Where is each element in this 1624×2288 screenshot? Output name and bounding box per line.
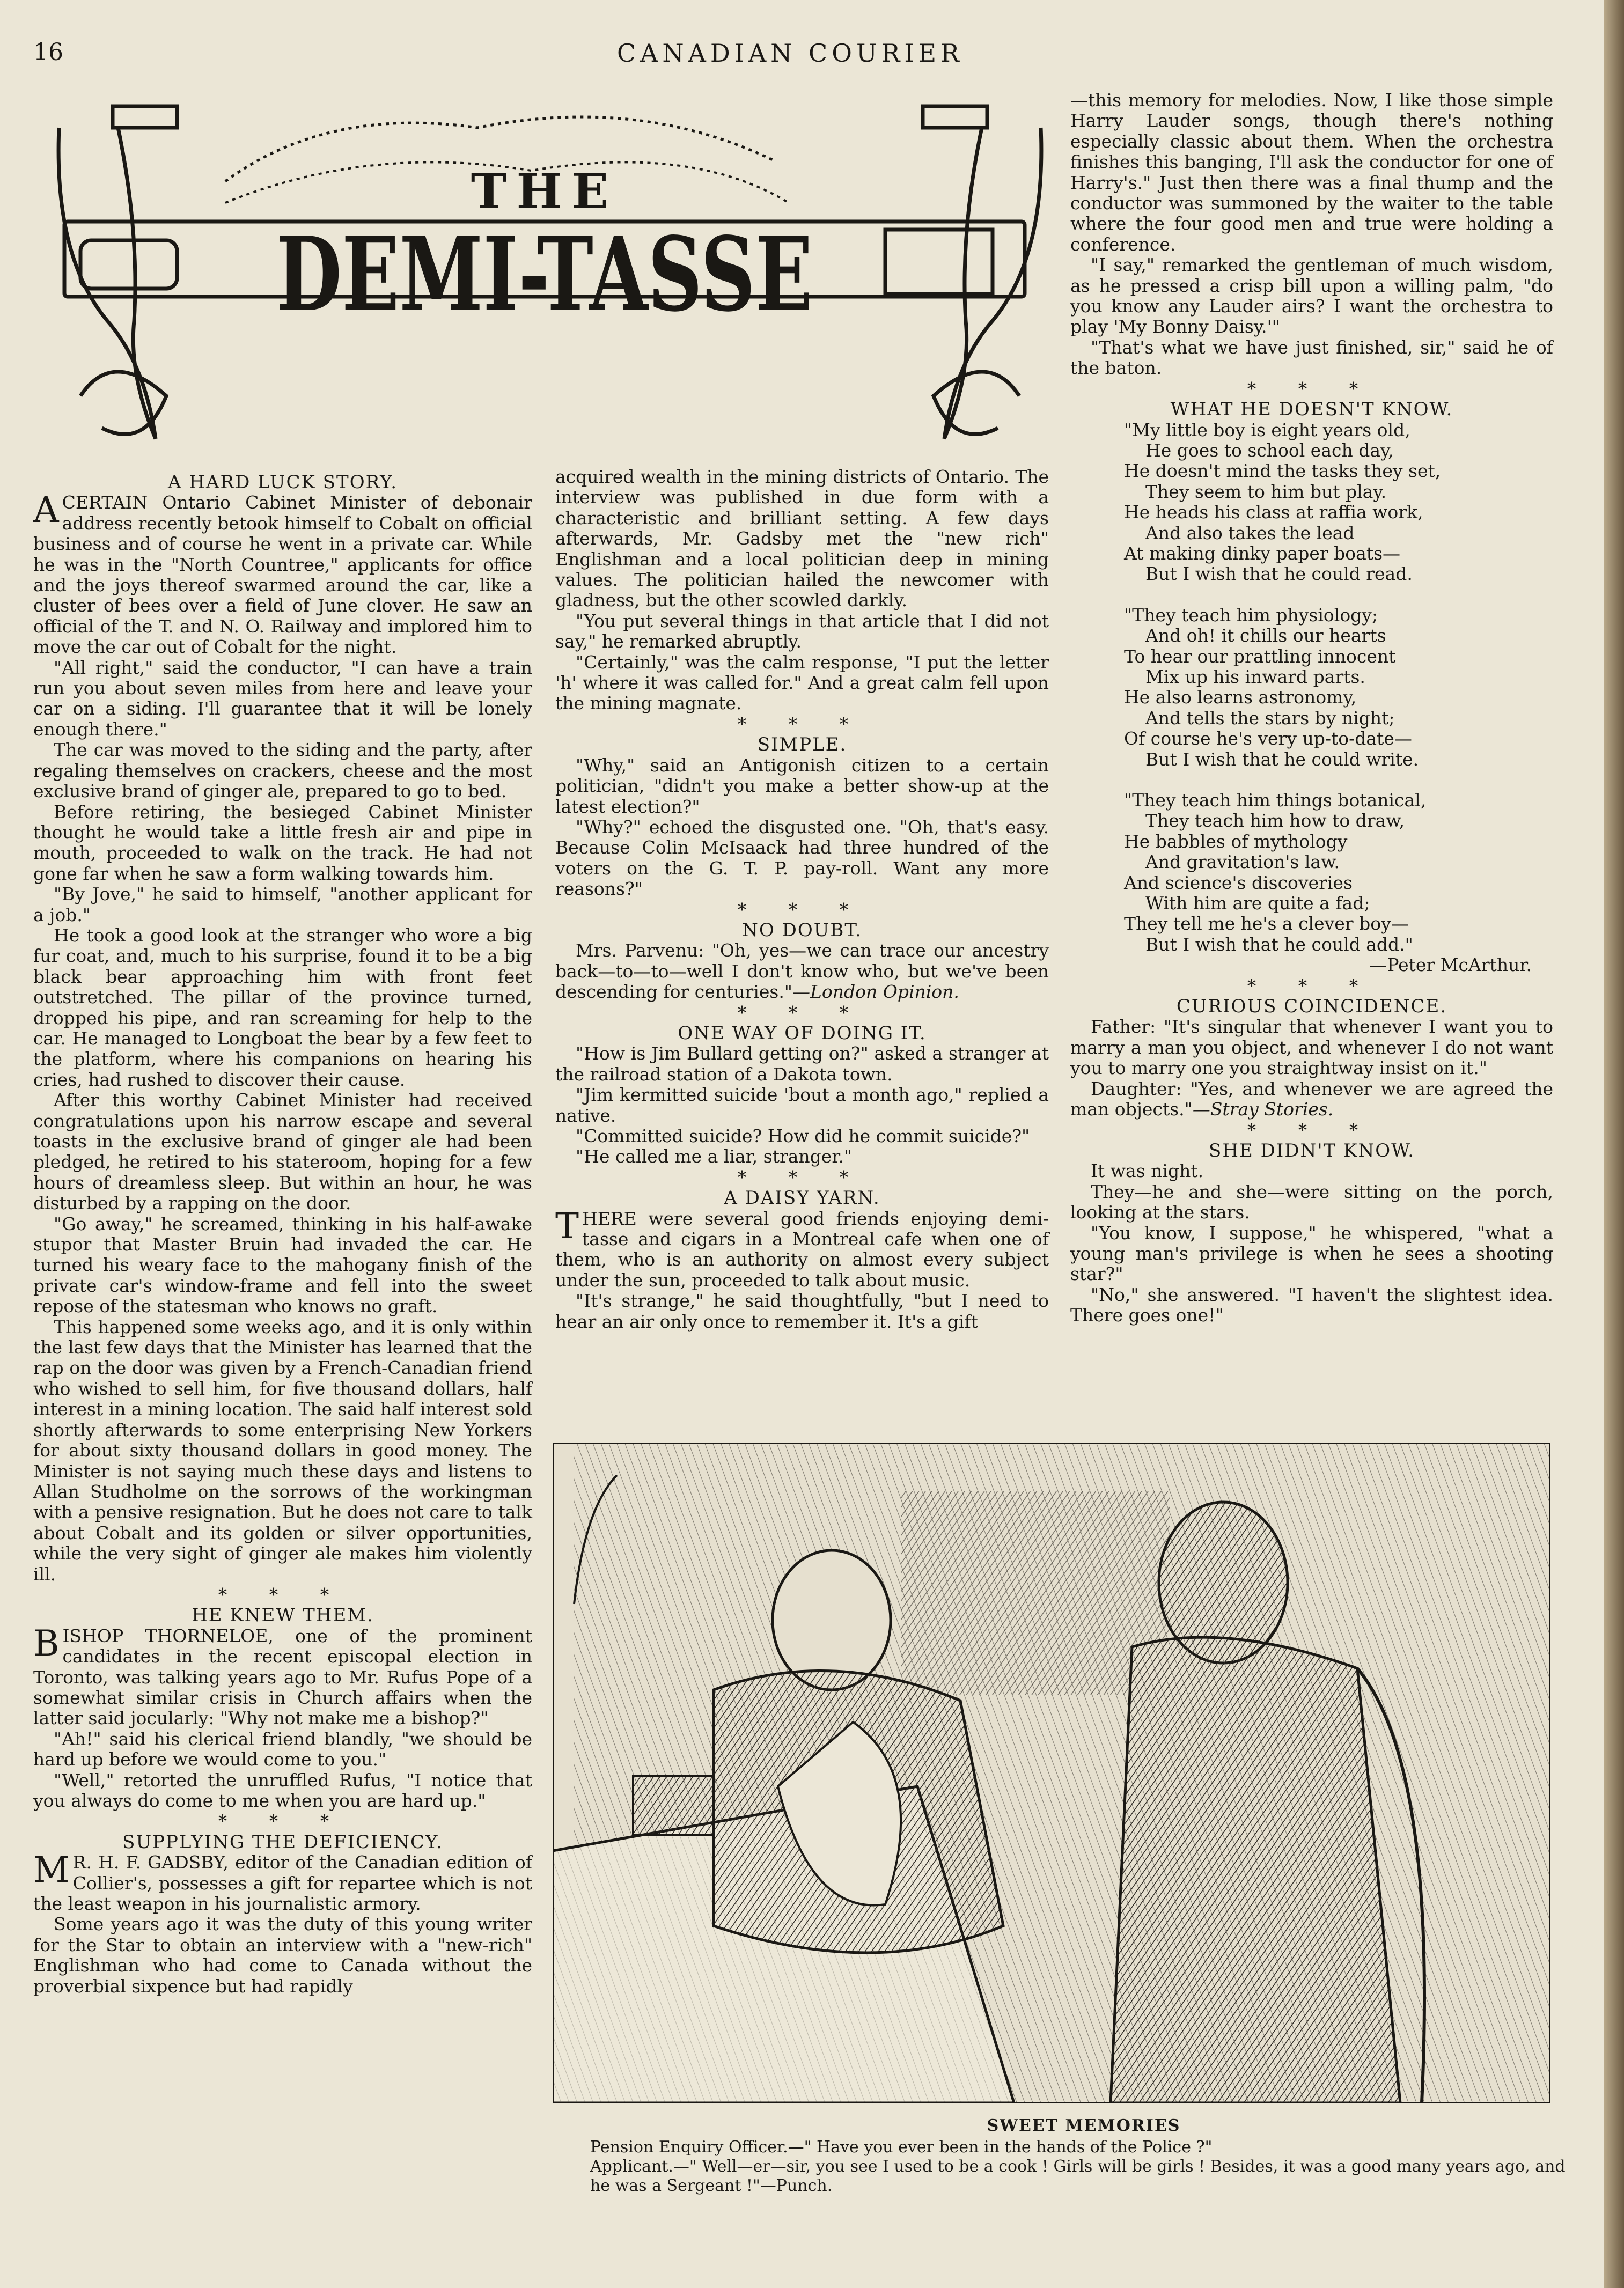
separator: * * * bbox=[1247, 1119, 1377, 1141]
poem-line: They seem to him but play. bbox=[1145, 481, 1387, 502]
poem-line: And science's discoveries bbox=[1124, 872, 1353, 893]
caption-line: Pension Enquiry Officer.—" Have you ever been in the hands of the Police ?" bbox=[590, 2138, 1213, 2157]
separator: * * * bbox=[218, 1584, 348, 1605]
poem-line: And oh! it chills our hearts bbox=[1145, 625, 1386, 646]
separator: * * * bbox=[1247, 975, 1377, 996]
separator: * * * bbox=[218, 1811, 348, 1832]
poem-line: And also takes the lead bbox=[1145, 522, 1355, 543]
paragraph: Before retiring, the besieged Cabinet Minister thought he would take a little fresh air and pipe in mouth, proceeded to walk on the track. He had not gone far when he saw a form walking towards him. bbox=[33, 801, 532, 884]
poem-line: "They teach him things botanical, bbox=[1124, 790, 1427, 811]
poem-line: He also learns astronomy, bbox=[1124, 687, 1357, 708]
paragraph: "I say," remarked the gentleman of much wisdom, as he pressed a crisp bill upon a willing palm, "do you know any Lauder airs? I want the orchestra to play 'My Bonny Daisy.'" bbox=[1070, 254, 1553, 337]
paragraph: After this worthy Cabinet Minister had received congratulations upon his narrow escape and several toasts in the exclusive brand of ginger ale had been pledged, he retired to his stateroom, hoping for a few hours of dreamless sleep. But within an hour, he was disturbed by a rapping on the door. bbox=[33, 1090, 532, 1214]
paragraph: "That's what we have just finished, sir," said he of the baton. bbox=[1070, 336, 1553, 379]
page-number: 16 bbox=[33, 39, 63, 66]
poem bbox=[1070, 420, 1553, 955]
drop-cap: M bbox=[33, 1849, 70, 1891]
masthead-the: THE bbox=[471, 163, 619, 220]
poem-line: Of course he's very up-to-date— bbox=[1124, 728, 1412, 749]
heading-hard-luck: A HARD LUCK STORY. bbox=[167, 472, 398, 493]
poem-line: But I wish that he could add." bbox=[1145, 933, 1413, 955]
poem-line: "My little boy is eight years old, bbox=[1124, 419, 1410, 440]
heading-what-he-doesnt-know: WHAT HE DOESN'T KNOW. bbox=[1170, 399, 1453, 421]
poem-line: But I wish that he could write. bbox=[1145, 748, 1419, 770]
sweet-memories-illustration bbox=[553, 1443, 1550, 2103]
paragraph: "He called me a liar, stranger." bbox=[576, 1146, 853, 1167]
separator: * * * bbox=[737, 713, 867, 734]
caption-line: Applicant.—" Well—er—sir, you see I used to be a cook ! Girls will be girls ! Besides, it was a good many years ago, and he was a Sergeant !"—Punch. bbox=[590, 2157, 1566, 2195]
source-credit: —Stray Stories. bbox=[1192, 1099, 1334, 1120]
poem-line: And gravitation's law. bbox=[1145, 851, 1340, 873]
running-head: CANADIAN COURIER bbox=[617, 39, 964, 68]
paragraph: The car was moved to the siding and the party, after regaling themselves on crackers, cheese and the most exclusive brand of ginger ale, prepared to go to bed. bbox=[33, 739, 532, 802]
poem-line: Mix up his inward parts. bbox=[1145, 666, 1365, 687]
paragraph: Mrs. Parvenu: "Oh, yes—we can trace our ancestry back—to—to—well I don't know who, but we've been descending for centuries." bbox=[555, 940, 1049, 1003]
paragraph: Some years ago it was the duty of this young writer for the Star to obtain an interview with a "new-rich" Englishman who had come to Canada without the proverbial sixpence but had rapidly bbox=[33, 1914, 532, 1997]
page-binding-edge bbox=[1604, 0, 1624, 2288]
poem-line: But I wish that he could read. bbox=[1145, 563, 1413, 585]
paragraph: "Why," said an Antigonish citizen to a certain politician, "didn't you make a better show-up at the latest election?" bbox=[555, 754, 1049, 817]
poem-line: He babbles of mythology bbox=[1124, 830, 1348, 852]
paragraph: —this memory for melodies. Now, I like those simple Harry Lauder songs, though there's nothing especially classic about them. When the orchestra finishes this banging, I'll ask the conductor for one of Harry's." Just then there was a final thump and the conductor was summoned by the waiter to the table where the four good men and true were holding a conference. bbox=[1070, 90, 1553, 255]
paragraph: CERTAIN Ontario Cabinet Minister of debonair address recently betook himself to Cobalt on official business and of course he went in a private car. While he was in the "North Countree," applicants for office and the joys thereof swarmed around the car, like a cluster of bees over a field of June clover. He saw an official of the T. and N. O. Railway and implored him to move the car out of Cobalt for the night. bbox=[33, 492, 532, 658]
paragraph: "All right," said the conductor, "I can have a train run you about seven miles from here and leave your car on a siding. I'll guarantee that it will be lonely enough there." bbox=[33, 657, 532, 740]
paragraph: HERE were several good friends enjoying demi-tasse and cigars in a Montreal cafe when one of them, who is an authority on almost every subject under the sun, proceeded to talk about music. bbox=[555, 1208, 1049, 1291]
poem-line: At making dinky paper boats— bbox=[1124, 542, 1401, 564]
source-credit: —London Opinion. bbox=[792, 981, 959, 1003]
paragraph: "It's strange," he said thoughtfully, "but I need to hear an air only once to remember it. It's a gift bbox=[555, 1290, 1049, 1332]
poem-line: They teach him how to draw, bbox=[1145, 810, 1405, 832]
paragraph: It was night. bbox=[1091, 1160, 1204, 1182]
paragraph: Daughter: "Yes, and whenever we are agreed the man objects." bbox=[1070, 1078, 1553, 1120]
paragraph: acquired wealth in the mining districts of Ontario. The interview was published in due form with a characteristic and brilliant setting. A few days afterwards, Mr. Gadsby met the "new rich" Englishman and a local politician deep in mining values. The politician hailed the newcomer with gladness, but the other scowled darkly. bbox=[555, 466, 1049, 611]
paragraph: Father: "It's singular that whenever I want you to marry a man you object, and whenever I do not want you to marry one you straightway insist on it." bbox=[1070, 1016, 1553, 1079]
paragraph: "You know, I suppose," he whispered, "what a young man's privilege is when he sees a shooting star?" bbox=[1070, 1222, 1553, 1285]
heading-simple: SIMPLE. bbox=[757, 734, 847, 756]
poem-line: He goes to school each day, bbox=[1145, 439, 1394, 461]
poem-line: And tells the stars by night; bbox=[1145, 707, 1395, 729]
poem-line: He doesn't mind the tasks they set, bbox=[1124, 460, 1441, 482]
heading-curious-coincidence: CURIOUS COINCIDENCE. bbox=[1176, 996, 1447, 1018]
heading-daisy-yarn: A DAISY YARN. bbox=[724, 1187, 880, 1209]
demi-tasse-masthead bbox=[48, 95, 1052, 460]
heading-no-doubt: NO DOUBT. bbox=[742, 919, 862, 941]
caption-title: SWEET MEMORIES bbox=[987, 2116, 1181, 2135]
heading-supplying: SUPPLYING THE DEFICIENCY. bbox=[122, 1831, 443, 1853]
paragraph: "Committed suicide? How did he commit suicide?" bbox=[576, 1125, 1030, 1146]
paragraph: This happened some weeks ago, and it is only within the last few days that the Minister has learned that the rap on the door was given by a French-Canadian friend who wished to sell him, for five thousand dollars, half interest in a mining location. The said half interest sold shortly afterwards to some enterprising New Yorkers for about sixty thousand dollars in good money. The Minister is not saying much these days and listens to Allan Studholme on the sorrows of the workingman with a pensive resignation. But he does not care to talk about Cobalt and its golden or silver opportunities, while the very sight of ginger ale makes him violently ill. bbox=[33, 1316, 532, 1585]
poem-signature: —Peter McArthur. bbox=[1369, 954, 1532, 976]
column-3 bbox=[1070, 90, 1553, 1326]
paragraph: "You put several things in that article that I did not say," he remarked abruptly. bbox=[555, 610, 1049, 652]
masthead-demi-tasse: DEMI-TASSE bbox=[276, 215, 813, 334]
illustration-caption bbox=[590, 2116, 1577, 2196]
poem-line: To hear our prattling innocent bbox=[1124, 645, 1396, 667]
paragraph: ISHOP THORNELOE, one of the prominent candidates in the recent episcopal election in Toronto, was talking years ago to Mr. Rufus Pope of a somewhat similar crisis in Church affairs when the latter said jocularly: "Why not make me a bishop?" bbox=[33, 1625, 532, 1729]
column-1 bbox=[33, 472, 532, 1997]
paragraph: They—he and she—were sitting on the porch, looking at the stars. bbox=[1070, 1181, 1553, 1223]
heading-one-way: ONE WAY OF DOING IT. bbox=[678, 1022, 927, 1044]
separator: * * * bbox=[737, 1166, 867, 1188]
drop-cap: T bbox=[555, 1205, 579, 1247]
drop-cap: B bbox=[33, 1622, 60, 1664]
separator: * * * bbox=[1247, 378, 1377, 399]
separator: * * * bbox=[737, 899, 867, 920]
paragraph: "Jim kermitted suicide 'bout a month ago," replied a native. bbox=[555, 1084, 1049, 1126]
paragraph: "Why?" echoed the disgusted one. "Oh, that's easy. Because Colin McIsaack had three hundred of the voters on the G. T. P. pay-roll. Want any more reasons?" bbox=[555, 816, 1049, 900]
drop-cap: A bbox=[33, 489, 59, 531]
poem-line: With him are quite a fad; bbox=[1145, 893, 1370, 914]
paragraph: He took a good look at the stranger who wore a big fur coat, and, much to his surprise, found it to be a big black bear approaching him with front feet outstretched. The pillar of the province turned, dropped his pipe, and ran screaming for help to the car. He managed to Longboat the bear by a few feet to the platform, where his companions on hearing his cries, had rushed to discover their cause. bbox=[33, 924, 532, 1090]
poem-line: They tell me he's a clever boy— bbox=[1124, 913, 1409, 935]
heading-she-didnt-know: SHE DIDN'T KNOW. bbox=[1209, 1139, 1415, 1161]
paragraph: "Certainly," was the calm response, "I put the letter 'h' where it was called for." And a great calm fell upon the mining magnate. bbox=[555, 651, 1049, 714]
paragraph: R. H. F. GADSBY, editor of the Canadian edition of Collier's, possesses a gift for repartee which is not the least weapon in his journalistic armory. bbox=[33, 1852, 532, 1915]
paragraph: "No," she answered. "I haven't the slightest idea. There goes one!" bbox=[1070, 1284, 1553, 1326]
paragraph: "How is Jim Bullard getting on?" asked a stranger at the railroad station of a Dakota town. bbox=[555, 1043, 1049, 1085]
paragraph: "Go away," he screamed, thinking in his half-awake stupor that Master Bruin had invaded the car. He turned his weary face to the mahogany finish of the private car's window-frame and fell into the sweet repose of the statesman who knows no graft. bbox=[33, 1213, 532, 1317]
paragraph: "Ah!" said his clerical friend blandly, "we should be hard up before we would come to you." bbox=[33, 1728, 532, 1770]
separator: * * * bbox=[737, 1002, 867, 1023]
column-2 bbox=[555, 467, 1049, 1332]
paragraph: "By Jove," he said to himself, "another applicant for a job." bbox=[33, 884, 532, 925]
poem-line: "They teach him physiology; bbox=[1124, 604, 1378, 626]
heading-he-knew-them: HE KNEW THEM. bbox=[192, 1605, 374, 1627]
paragraph: "Well," retorted the unruffled Rufus, "I notice that you always do come to me when you are hard up." bbox=[33, 1769, 532, 1811]
poem-line: He heads his class at raffia work, bbox=[1124, 502, 1423, 523]
